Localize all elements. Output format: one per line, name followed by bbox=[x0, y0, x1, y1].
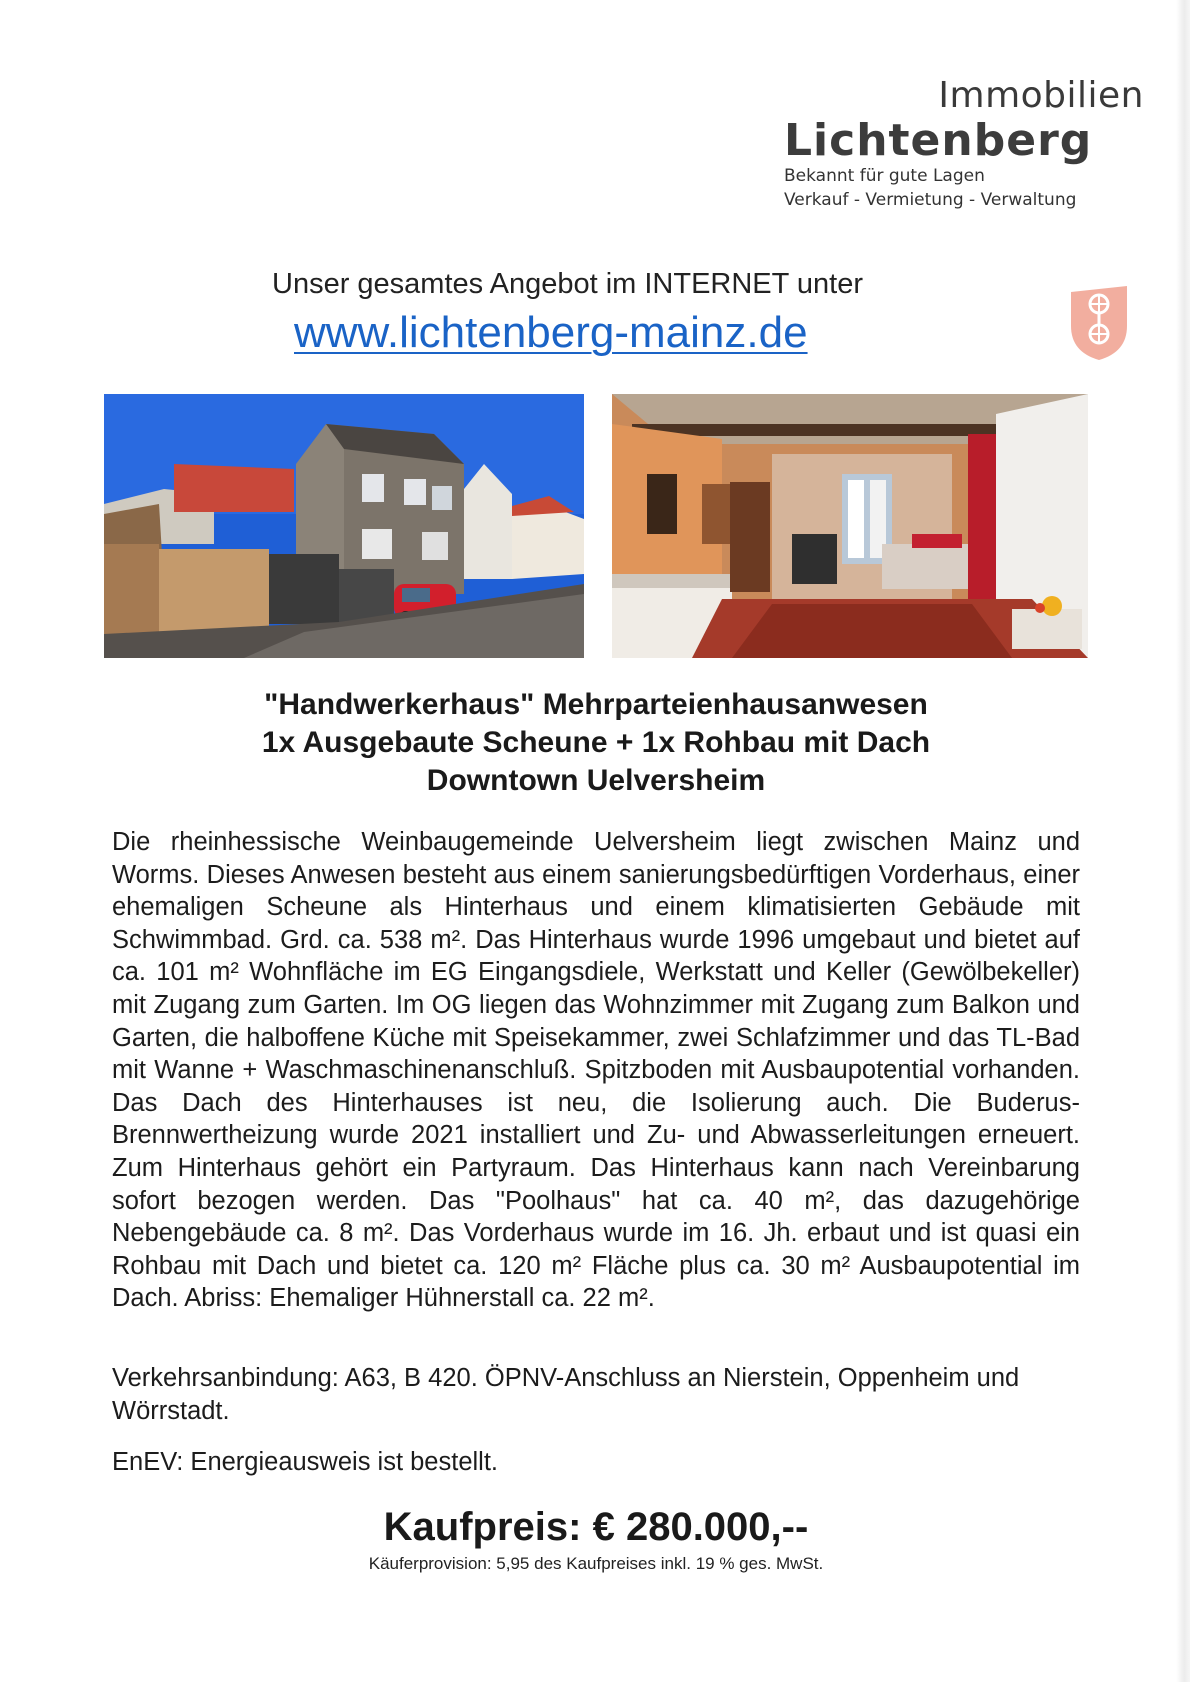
exterior-photo bbox=[104, 394, 584, 658]
logo-lichtenberg: Lichtenberg bbox=[784, 115, 1093, 166]
traffic-connection: Verkehrsanbindung: A63, B 420. ÖPNV-Anschluss an Nierstein, Oppenheim und Wörrstadt. bbox=[112, 1364, 1020, 1425]
purchase-price: Kaufpreis: € 280.000,-- bbox=[383, 1505, 809, 1549]
headline-line-3: Downtown Uelversheim bbox=[426, 764, 766, 797]
mainz-crest-icon bbox=[1067, 282, 1131, 362]
buyer-commission: Käuferprovision: 5,95 des Kaufpreises inkl. 19 % ges. MwSt. bbox=[368, 1554, 824, 1573]
property-description: Die rheinhessische Weinbaugemeinde Uelversheim liegt zwischen Mainz und Worms. Dieses Anwesen besteht aus einem sanierungsbedürftigen Vorderhaus, einer ehemaligen Scheune als Hinterhaus und einem klimatisierten Gebäude mit Schwimmbad. Grd. ca. 538 m². Das Hinterhaus wurde 1996 umgebaut und bietet auf ca. 101 m² Wohnfläche im EG Eingangsdiele, Werkstatt und Keller (Gewölbekeller) mit Zugang zum Garten. Im OG liegen das Wohnzimmer mit Zugang zum Balkon und Garten, die halboffene Küche mit Speisekammer, zwei Schlafzimmer und das TL-Bad mit Wanne + Waschmaschinenanschluß. Spitzboden mit Ausbaupotential vorhanden. Das Dach des Hinterhauses ist neu, die Isolierung auch. Die Buderus-Brennwertheizung wurde 2021 installiert und Zu- und Abwasserleitungen erneuert. Zum Hinterhaus gehört ein Partyraum. Das Hinterhaus kann nach Vereinbarung sofort bezogen werden. Das "Poolhaus" hat ca. 40 m², das dazugehörige Nebengebäude ca. 8 m². Das Vorderhaus wurde im 16. Jh. erbaut und ist quasi ein Rohbau mit Dach und bietet ca. 120 m² Fläche plus ca. 30 m² Ausbaupotential im Dach. Abriss: Ehemaliger Hühnerstall ca. 22 m². bbox=[112, 828, 1080, 1313]
website-link[interactable]: www.lichtenberg-mainz.de bbox=[294, 308, 808, 357]
logo-immobilien: Immobilien bbox=[938, 75, 1144, 116]
headline-line-1: "Handwerkerhaus" Mehrparteienhausanwesen bbox=[264, 688, 928, 721]
headline-line-2: 1x Ausgebaute Scheune + 1x Rohbau mit Dach bbox=[261, 726, 931, 759]
logo-tagline: Bekannt für gute Lagen bbox=[784, 166, 985, 186]
logo-services: Verkauf - Vermietung - Verwaltung bbox=[784, 190, 1077, 210]
company-logo bbox=[784, 76, 1144, 212]
energy-certificate: EnEV: Energieausweis ist bestellt. bbox=[112, 1448, 498, 1476]
interior-photo bbox=[612, 394, 1088, 658]
internet-line: Unser gesamtes Angebot im INTERNET unter bbox=[272, 268, 863, 300]
listing-headline bbox=[104, 686, 1088, 800]
page-edge bbox=[1176, 0, 1190, 1682]
